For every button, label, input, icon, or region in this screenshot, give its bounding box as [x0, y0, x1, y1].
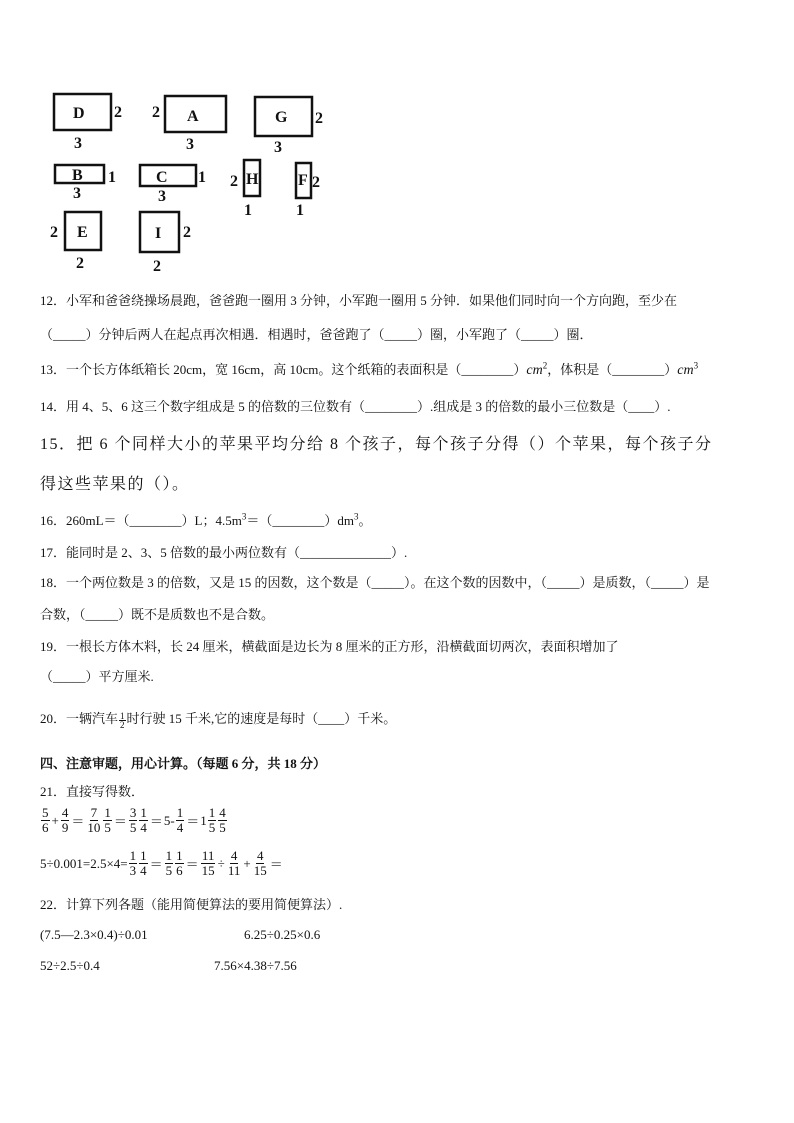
q21-r2-frac4 [175, 849, 184, 878]
numerator: 1 [176, 805, 184, 820]
denominator: 4 [140, 863, 147, 878]
q21-r2-frac6 [227, 849, 242, 878]
q21-r1-frac5 [129, 806, 138, 835]
q16-text-a: 16．260mL＝（________）L；4.5m [40, 513, 242, 528]
q13-text-b: ，体积是（________） [547, 362, 678, 377]
q15-line1: 15．把 6 个同样大小的苹果平均分给 8 个孩子，每个孩子分得（）个苹果，每个孩子分 [40, 436, 713, 453]
q21-r2-frac2 [139, 849, 148, 878]
rect-g-letter: G [275, 109, 288, 126]
q21-row2 [40, 849, 284, 878]
rect-d-right: 2 [114, 104, 122, 121]
rect-c-bottom: 3 [158, 188, 166, 205]
rect-e-left: 2 [50, 224, 58, 241]
equals-sign: ＝ [149, 814, 163, 829]
numerator: 1 [140, 805, 147, 820]
rect-a-left: 2 [152, 104, 160, 121]
rect-d-bottom: 3 [74, 135, 82, 152]
rect-e-bottom: 2 [76, 255, 84, 272]
equals-sign: ＝ [269, 857, 283, 872]
equals-sign: ＝ [71, 814, 85, 829]
q21-r2-frac5 [201, 849, 216, 878]
rectangles-figure [40, 85, 350, 280]
denominator: 9 [61, 820, 69, 835]
denominator: 4 [176, 820, 184, 835]
q16-text-b: ＝（________）dm [246, 513, 354, 528]
rect-g-right: 2 [315, 110, 323, 127]
q21-r1-frac3 [86, 806, 101, 835]
denominator: 3 [129, 863, 137, 878]
q13-text-a: 13．一个长方体纸箱长 20cm，宽 16cm，高 10cm。这个纸箱的表面积是（________） [40, 362, 527, 377]
denominator: 5 [219, 820, 226, 835]
numerator: 1 [165, 848, 173, 863]
denominator: 5 [208, 820, 216, 835]
q21-r1-frac8 [208, 806, 217, 835]
plus-sign: + [51, 812, 59, 828]
q21-title: 21．直接写得数． [40, 784, 145, 799]
q19-line1: 19．一根长方体木料，长 24 厘米，横截面是边长为 8 厘米的正方形，沿横截面切两次，表面积增加了 [40, 639, 619, 654]
q22-expr-4: 7.56×4.38÷7.56 [214, 958, 297, 973]
equals-sign: ＝ [185, 857, 199, 872]
q20-fraction [119, 712, 126, 729]
numerator: 4 [256, 848, 264, 863]
denominator: 6 [176, 863, 183, 878]
q21-r1-frac6 [139, 806, 148, 835]
rect-i-letter: I [155, 225, 162, 242]
q22-expr-1: (7.5—2.3×0.4)÷0.01 [40, 927, 148, 942]
denominator: 10 [87, 820, 101, 835]
q16-exp-b: 3 [353, 511, 359, 522]
q20-frac-denominator: 2 [120, 719, 125, 730]
q21-r2-frac7 [253, 849, 268, 878]
q21-r1-frac4 [103, 806, 112, 835]
rect-h-bottom: 1 [244, 202, 252, 219]
q21-r1-frac9 [218, 806, 227, 835]
rect-f-letter: F [298, 172, 308, 189]
rect-g-bottom: 3 [274, 139, 282, 156]
numerator: 1 [208, 805, 216, 820]
denominator: 5 [165, 863, 173, 878]
q13-unit-vol: cm [677, 363, 694, 378]
q20-text-b: 时行驶 15 千米,它的速度是每时（____）千米。 [126, 711, 397, 726]
q13-line [40, 359, 698, 379]
q16-line [40, 510, 372, 529]
q17-line: 17．能同时是 2、3、5 倍数的最小两位数有（______________）. [40, 545, 408, 560]
q20-frac-numerator: 1 [120, 710, 125, 721]
q20-text-a: 20．一辆汽车 [40, 711, 119, 726]
q21-r1-frac1 [41, 806, 50, 835]
q13-unit-area-exp: 2 [542, 360, 548, 371]
denominator: 5 [129, 820, 137, 835]
rect-b-letter: B [72, 167, 83, 184]
q21-r2-lead: 5÷0.001=2.5×4= [40, 855, 128, 871]
numerator: 11 [201, 848, 215, 863]
q21-r1-frac2 [61, 806, 70, 835]
numerator: 1 [140, 848, 147, 863]
q16-exp-a: 3 [241, 511, 247, 522]
q12-line2: （_____）分钟后两人在起点再次相遇．相遇时，爸爸跑了（_____）圈，小军跑了（_____）圈． [40, 327, 593, 342]
rect-f-bottom: 1 [296, 202, 304, 219]
q21-row1 [40, 806, 228, 835]
numerator: 1 [176, 848, 183, 863]
numerator: 4 [61, 805, 69, 820]
rect-b-right: 1 [108, 169, 116, 186]
numerator: 1 [129, 848, 137, 863]
numerator: 5 [42, 805, 49, 820]
rect-h-letter: H [246, 171, 259, 188]
q15-line2: 得这些苹果的（）。 [40, 476, 190, 493]
numerator: 1 [104, 805, 111, 820]
q22-title: 22．计算下列各题（能用简便算法的要用简便算法）. [40, 897, 343, 912]
q13-unit-vol-exp: 3 [693, 360, 699, 371]
denominator: 5 [104, 820, 111, 835]
q16-text-c: 。 [358, 513, 372, 528]
rect-c [140, 165, 196, 186]
denominator: 15 [253, 863, 267, 878]
denominator: 11 [227, 863, 241, 878]
rect-d-letter: D [73, 105, 85, 122]
q18-line1: 18．一个两位数是 3 的倍数，又是 15 的因数，这个数是（_____）。在这个数的因数中，（_____）是质数，（_____）是 [40, 575, 710, 590]
q13-unit-area: cm [526, 363, 543, 378]
numerator: 3 [129, 805, 137, 820]
divide-sign: ÷ [217, 855, 225, 871]
q21-r2-frac3 [165, 849, 174, 878]
q18-line2: 合数，（_____）既不是质数也不是合数。 [40, 607, 275, 622]
q20-line [40, 708, 396, 729]
q22-expr-2: 6.25÷0.25×0.6 [244, 927, 321, 942]
equals-sign: ＝ [149, 857, 163, 872]
numerator: 4 [230, 848, 238, 863]
plus-sign: + [243, 855, 251, 871]
denominator: 6 [42, 820, 49, 835]
numerator: 4 [219, 805, 226, 820]
rect-h-left: 2 [230, 173, 238, 190]
rect-f-right: 2 [312, 174, 320, 191]
denominator: 4 [140, 820, 147, 835]
q21-r1-frac7 [176, 806, 185, 835]
rect-i-right: 2 [183, 224, 191, 241]
rect-i-bottom: 2 [153, 258, 161, 275]
equals-sign: ＝ [113, 814, 127, 829]
rect-a-bottom: 3 [186, 136, 194, 153]
q14-line: 14．用 4、5、6 这三个数字组成是 5 的倍数的三位数有（________）.组成是 3 的倍数的最小三位数是（____）. [40, 399, 671, 414]
rect-c-letter: C [156, 169, 168, 186]
denominator: 15 [201, 863, 215, 878]
q21-r2-frac1 [129, 849, 138, 878]
q22-expr-3: 52÷2.5÷0.4 [40, 958, 100, 973]
rect-b-bottom: 3 [73, 185, 81, 202]
q12-line1: 12．小军和爸爸绕操场晨跑，爸爸跑一圈用 3 分钟，小军跑一圈用 5 分钟．如果他们同时向一个方向跑，至少在 [40, 293, 678, 308]
rect-c-right: 1 [198, 169, 206, 186]
rect-a-letter: A [187, 108, 199, 125]
section4-heading: 四、注意审题，用心计算。（每题 6 分，共 18 分） [40, 756, 327, 771]
whole-part: 5- [163, 812, 175, 828]
q19-line2: （_____）平方厘米. [40, 669, 154, 684]
equals-sign: ＝ [186, 814, 200, 829]
whole-part: 1 [200, 812, 207, 828]
numerator: 7 [90, 805, 98, 820]
rect-e-letter: E [77, 224, 88, 241]
